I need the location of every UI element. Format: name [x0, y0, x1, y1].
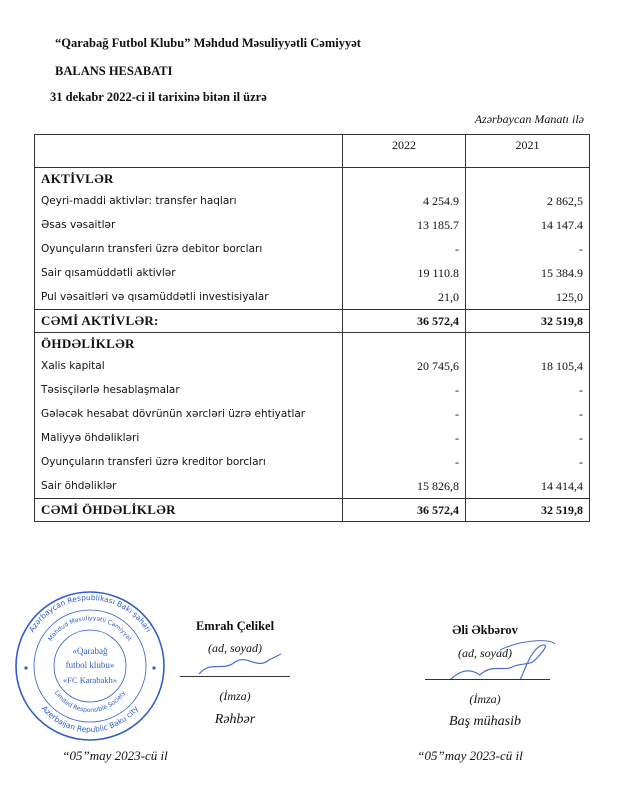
row-label: Xalis kapital — [35, 354, 343, 378]
signatory-right-date: “05”may 2023-cü il — [417, 748, 523, 763]
value-2021: 14 147.4 — [466, 213, 590, 237]
empty-cell — [466, 168, 590, 190]
empty-cell — [343, 168, 466, 190]
total-assets-row — [35, 310, 590, 333]
row-label: Oyunçuların transferi üzrə debitor borcları — [35, 237, 343, 261]
total-label: CƏMİ AKTİVLƏR: — [35, 310, 343, 333]
row-label: Qeyri-maddi aktivlər: transfer haqları — [35, 189, 343, 213]
table-row — [35, 213, 590, 237]
value-2022: - — [343, 402, 466, 426]
stamp-center-line3: «FC Karabakh» — [62, 675, 118, 685]
company-stamp-icon — [14, 590, 166, 742]
section-liabilities-header — [35, 333, 590, 355]
signatory-right-sign-caption: (İmza) — [469, 692, 501, 706]
row-label: Əsas vəsaitlər — [35, 213, 343, 237]
table-row — [35, 474, 590, 499]
signatory-left-name: Emrah Çelikel — [195, 619, 275, 633]
total-2022: 36 572,4 — [343, 499, 466, 522]
stamp-outer-bottom-text: Azerbaijan Republic Baku city — [39, 704, 141, 735]
total-2021: 32 519,8 — [466, 310, 590, 333]
table-row — [35, 378, 590, 402]
row-label: Oyunçuların transferi üzrə kreditor borcları — [35, 450, 343, 474]
balance-sheet-table — [34, 134, 590, 522]
table-row — [35, 285, 590, 310]
total-2022: 36 572,4 — [343, 310, 466, 333]
value-2021: - — [466, 378, 590, 402]
section-title: ÖHDƏLİKLƏR — [35, 333, 343, 355]
value-2022: 4 254.9 — [343, 189, 466, 213]
value-2021: - — [466, 426, 590, 450]
value-2021: - — [466, 450, 590, 474]
total-label: CƏMİ ÖHDƏLİKLƏR — [35, 499, 343, 522]
value-2021: 2 862,5 — [466, 189, 590, 213]
column-header-2021: 2021 — [466, 135, 590, 168]
signature-line — [180, 676, 290, 677]
table-row — [35, 354, 590, 378]
value-2021: 14 414,4 — [466, 474, 590, 499]
value-2022: - — [343, 450, 466, 474]
signature-line — [425, 679, 550, 680]
row-label: Sair qısamüddətli aktivlər — [35, 261, 343, 285]
signatory-left-name-caption: (ad, soyad) — [208, 641, 262, 655]
value-2021: 15 384.9 — [466, 261, 590, 285]
value-2022: 15 826,8 — [343, 474, 466, 499]
section-title: AKTİVLƏR — [35, 168, 343, 190]
value-2022: - — [343, 426, 466, 450]
row-label: Maliyyə öhdəlikləri — [35, 426, 343, 450]
value-2022: - — [343, 378, 466, 402]
column-header-2022: 2022 — [343, 135, 466, 168]
table-row — [35, 189, 590, 213]
value-2022: 13 185.7 — [343, 213, 466, 237]
stamp-center-line2: futbol klubu» — [65, 660, 115, 670]
table-row — [35, 261, 590, 285]
signatory-left-sign-caption: (İmza) — [219, 689, 251, 703]
stamp-center-line1: «Qarabağ — [72, 646, 108, 656]
signatory-right-name: Əli Əkbərov — [452, 623, 518, 637]
stamp-inner-top-text: Məhdud Məsuliyyətli Cəmiyyət — [47, 614, 134, 643]
value-2021: 18 105,4 — [466, 354, 590, 378]
row-label: Təsisçilərlə hesablaşmalar — [35, 378, 343, 402]
signatory-right-role: Baş mühasib — [449, 714, 521, 729]
report-title: BALANS HESABATI — [55, 64, 173, 78]
value-2022: - — [343, 237, 466, 261]
section-assets-header — [35, 168, 590, 190]
value-2022: 20 745,6 — [343, 354, 466, 378]
value-2022: 19 110.8 — [343, 261, 466, 285]
value-2021: - — [466, 402, 590, 426]
total-liabilities-row — [35, 499, 590, 522]
table-row — [35, 237, 590, 261]
value-2022: 21,0 — [343, 285, 466, 310]
row-label: Pul vəsaitləri və qısamüddətli investisiyalar — [35, 285, 343, 310]
table-header-row — [35, 135, 590, 168]
stamp-outer-top-text: Azərbaycan Respublikası Bakı şəhəri — [27, 592, 154, 634]
total-2021: 32 519,8 — [466, 499, 590, 522]
table-row — [35, 426, 590, 450]
report-period: 31 dekabr 2022-ci il tarixinə bitən il üzrə — [50, 90, 267, 104]
row-label: Gələcək hesabat dövrünün xərcləri üzrə ehtiyatlar — [35, 402, 343, 426]
currency-note: Azərbaycan Manatı ilə — [474, 112, 584, 126]
empty-cell — [466, 333, 590, 355]
column-header-label — [35, 135, 343, 168]
signatory-left-date: “05”may 2023-cü il — [62, 748, 168, 763]
table-row — [35, 402, 590, 426]
stamp-inner-bottom-text: Limited Responsible Society — [52, 689, 128, 715]
signatory-right-name-caption: (ad, soyad) — [458, 646, 512, 660]
row-label: Sair öhdəliklər — [35, 474, 343, 499]
signatory-left-role: Rəhbər — [214, 712, 256, 727]
value-2021: - — [466, 237, 590, 261]
empty-cell — [343, 333, 466, 355]
value-2021: 125,0 — [466, 285, 590, 310]
company-name: “Qarabağ Futbol Klubu” Məhdud Məsuliyyətli Cəmiyyət — [55, 36, 361, 50]
table-row — [35, 450, 590, 474]
